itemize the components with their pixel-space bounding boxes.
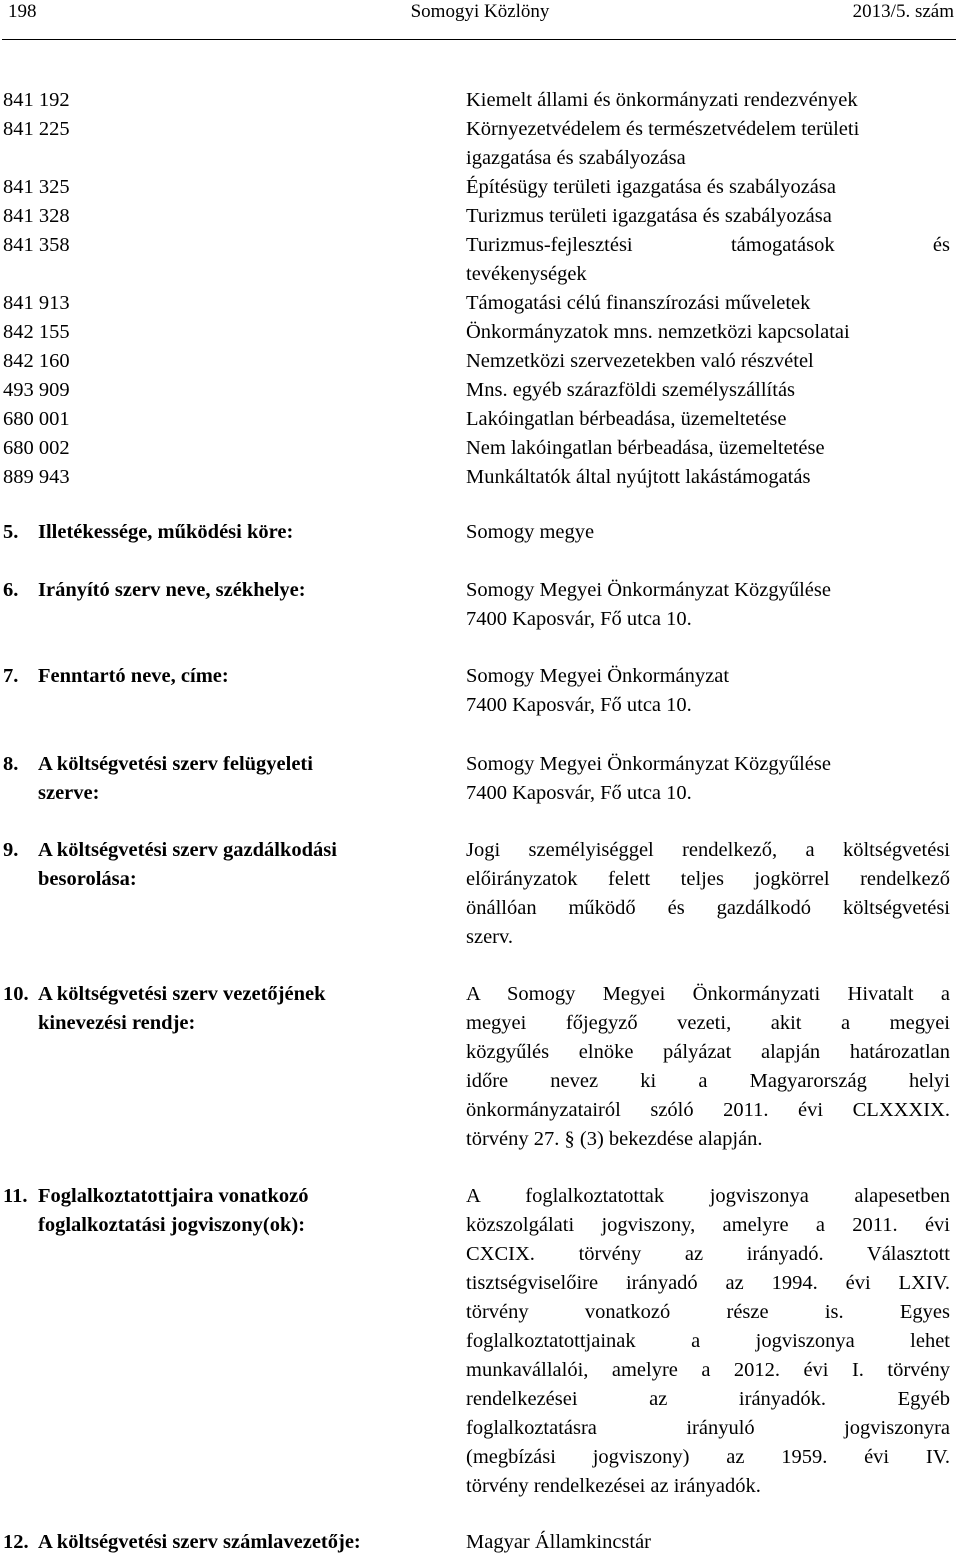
- activity-description: [466, 405, 950, 434]
- section-value: [466, 518, 950, 547]
- section-value-line: törvény 27. § (3) bekezdése alapján.: [466, 1128, 763, 1150]
- section-value: [466, 750, 950, 808]
- section-value-line: közszolgálati jogviszony, amelyre a 2011. évi: [466, 1214, 950, 1236]
- activity-description: [466, 318, 950, 347]
- section-title: [38, 1182, 458, 1501]
- section-title: [38, 750, 458, 808]
- activity-code: 493 909: [3, 379, 70, 401]
- section-value: [466, 1182, 950, 1501]
- activity-code-row: [0, 173, 960, 202]
- section-title: [38, 980, 458, 1154]
- section-number: 10.: [3, 983, 29, 1005]
- activity-code-row: [0, 86, 960, 115]
- section-value-line: A Somogy Megyei Önkormányzati Hivatalt a: [466, 983, 950, 1005]
- section-label: [0, 518, 466, 547]
- activity-code: 841 328: [3, 205, 70, 227]
- section-value-line: Somogy Megyei Önkormányzat Közgyűlése: [466, 579, 831, 601]
- section-title-line: szerve:: [38, 782, 100, 804]
- section-title-line: A költségvetési szerv vezetőjének: [38, 983, 326, 1005]
- section-title-line: Fenntartó neve, címe:: [38, 665, 229, 687]
- activity-code-row: [0, 463, 960, 492]
- section-number: 5.: [3, 521, 19, 543]
- section-8: [0, 750, 960, 808]
- activity-code: 841 913: [3, 292, 70, 314]
- activity-description-line: Turizmus területi igazgatása és szabályozása: [466, 205, 832, 227]
- activity-code: 889 943: [3, 466, 70, 488]
- activity-description: [466, 86, 950, 115]
- section-title: [38, 662, 458, 720]
- section-value: [466, 836, 950, 952]
- section-title-line: foglalkoztatási jogviszony(ok):: [38, 1214, 306, 1236]
- section-number: 9.: [3, 839, 19, 861]
- section-7: [0, 662, 960, 720]
- activity-description: [466, 173, 950, 202]
- section-value-line: szerv.: [466, 926, 514, 948]
- section-label: [0, 662, 466, 720]
- section-value-line: önkormányzatairól szóló 2011. évi CLXXXIX.: [466, 1099, 950, 1121]
- section-value-line: 7400 Kaposvár, Fő utca 10.: [466, 608, 692, 630]
- activity-code: 842 155: [3, 321, 70, 343]
- section-title-line: A költségvetési szerv felügyeleti: [38, 753, 313, 775]
- activity-code: 680 001: [3, 408, 70, 430]
- section-number: 6.: [3, 579, 19, 601]
- section-title-line: kinevezési rendje:: [38, 1012, 196, 1034]
- section-9: [0, 836, 960, 952]
- section-title-line: A költségvetési szerv gazdálkodási: [38, 839, 337, 861]
- activity-description-line: Nemzetközi szervezetekben való részvétel: [466, 350, 814, 372]
- activity-code: 842 160: [3, 350, 70, 372]
- section-value-line: Jogi személyiséggel rendelkező, a költségvetési: [466, 839, 950, 861]
- issue-number: 2013/5. szám: [852, 1, 954, 22]
- section-number: 7.: [3, 665, 19, 687]
- activity-description-line: Turizmus-fejlesztési támogatások és: [466, 234, 950, 256]
- activity-code-row: [0, 347, 960, 376]
- section-value-line: munkavállalói, amelyre a 2012. évi I. törvény: [466, 1359, 950, 1381]
- activity-description: [466, 289, 950, 318]
- section-value-line: Somogy megye: [466, 521, 595, 543]
- section-title: [38, 518, 458, 547]
- section-title-line: besorolása:: [38, 868, 137, 890]
- page-number: 198: [8, 1, 37, 22]
- section-value-line: CXCIX. törvény az irányadó. Választott: [466, 1243, 950, 1265]
- activity-code: 841 325: [3, 176, 70, 198]
- activity-description-line: Nem lakóingatlan bérbeadása, üzemeltetése: [466, 437, 825, 459]
- section-value-line: A foglalkoztatottak jogviszonya alapesetben: [466, 1185, 950, 1207]
- section-value: [466, 980, 950, 1154]
- activity-description-line: Lakóingatlan bérbeadása, üzemeltetése: [466, 408, 787, 430]
- section-value-line: foglalkoztatottjainak a jogviszonya lehet: [466, 1330, 950, 1352]
- section-label: [0, 576, 466, 634]
- section-value-line: Somogy Megyei Önkormányzat Közgyűlése: [466, 753, 831, 775]
- activity-description: [466, 202, 950, 231]
- section-value: [466, 576, 950, 634]
- activity-description: [466, 376, 950, 405]
- header-rule: [2, 39, 956, 40]
- activity-code: 680 002: [3, 437, 70, 459]
- activity-description-line: Támogatási célú finanszírozási műveletek: [466, 292, 811, 314]
- section-number: 11.: [3, 1185, 28, 1207]
- section-value-line: (megbízási jogviszony) az 1959. évi IV.: [466, 1446, 950, 1468]
- section-value-line: önállóan működő és gazdálkodó költségvetési: [466, 897, 950, 919]
- section-title: [38, 576, 458, 634]
- activity-code: 841 358: [3, 234, 70, 256]
- section-number: 8.: [3, 753, 19, 775]
- section-value-line: Magyar Államkincstár: [466, 1531, 652, 1553]
- activity-code-row: [0, 289, 960, 318]
- section-value-line: törvény rendelkezései az irányadók.: [466, 1475, 761, 1497]
- section-value-line: tisztségviselőire irányadó az 1994. évi LXIV.: [466, 1272, 950, 1294]
- section-value-line: 7400 Kaposvár, Fő utca 10.: [466, 782, 692, 804]
- activity-code: 841 192: [3, 89, 70, 111]
- section-label: [0, 1528, 466, 1557]
- section-label: [0, 1182, 466, 1501]
- activity-code-list: [0, 86, 960, 492]
- activity-description-line: Mns. egyéb szárazföldi személyszállítás: [466, 379, 796, 401]
- activity-code-row: [0, 318, 960, 347]
- section-number: 12.: [3, 1531, 29, 1553]
- section-10: [0, 980, 960, 1154]
- activity-description-line: Építésügy területi igazgatása és szabályozása: [466, 176, 836, 198]
- activity-description-line: Munkáltatók által nyújtott lakástámogatás: [466, 466, 811, 488]
- section-value-line: törvény vonatkozó része is. Egyes: [466, 1301, 950, 1323]
- section-11: [0, 1182, 960, 1501]
- section-label: [0, 750, 466, 808]
- activity-description: [466, 115, 950, 173]
- section-title: [38, 836, 458, 952]
- activity-description-line: tevékenységek: [466, 263, 587, 285]
- section-title-line: Illetékessége, működési köre:: [38, 521, 294, 543]
- section-title: [38, 1528, 458, 1557]
- section-value-line: előirányzatok felett teljes jogkörrel rendelkező: [466, 868, 950, 890]
- section-12: [0, 1528, 960, 1557]
- activity-description-line: igazgatása és szabályozása: [466, 147, 686, 169]
- section-title-line: Irányító szerv neve, székhelye:: [38, 579, 306, 601]
- section-value-line: időre nevez ki a Magyarország helyi: [466, 1070, 950, 1092]
- activity-description-line: Önkormányzatok mns. nemzetközi kapcsolatai: [466, 321, 850, 343]
- activity-code-row: [0, 376, 960, 405]
- activity-code: 841 225: [3, 118, 70, 140]
- section-title-line: Foglalkoztatottjaira vonatkozó: [38, 1185, 309, 1207]
- section-6: [0, 576, 960, 634]
- activity-code-row: [0, 231, 960, 289]
- section-label: [0, 980, 466, 1154]
- activity-description: [466, 347, 950, 376]
- section-value: [466, 662, 950, 720]
- journal-title: Somogyi Közlöny: [410, 1, 550, 22]
- section-label: [0, 836, 466, 952]
- activity-code-row: [0, 202, 960, 231]
- section-value-line: 7400 Kaposvár, Fő utca 10.: [466, 694, 692, 716]
- section-title-line: A költségvetési szerv számlavezetője:: [38, 1531, 361, 1553]
- activity-description: [466, 231, 950, 289]
- section-5: [0, 518, 960, 547]
- activity-description: [466, 463, 950, 492]
- section-value-line: rendelkezései az irányadók. Egyéb: [466, 1388, 950, 1410]
- section-value-line: megyei főjegyző vezeti, akit a megyei: [466, 1012, 950, 1034]
- section-value: [466, 1528, 950, 1557]
- section-value-line: Somogy Megyei Önkormányzat: [466, 665, 730, 687]
- activity-description-line: Kiemelt állami és önkormányzati rendezvények: [466, 89, 858, 111]
- activity-description-line: Környezetvédelem és természetvédelem területi: [466, 118, 860, 140]
- page-header: [0, 0, 960, 30]
- activity-code-row: [0, 405, 960, 434]
- section-value-line: foglalkoztatásra irányuló jogviszonyra: [466, 1417, 950, 1439]
- activity-code-row: [0, 115, 960, 173]
- activity-description: [466, 434, 950, 463]
- activity-code-row: [0, 434, 960, 463]
- section-value-line: közgyűlés elnöke pályázat alapján határozatlan: [466, 1041, 950, 1063]
